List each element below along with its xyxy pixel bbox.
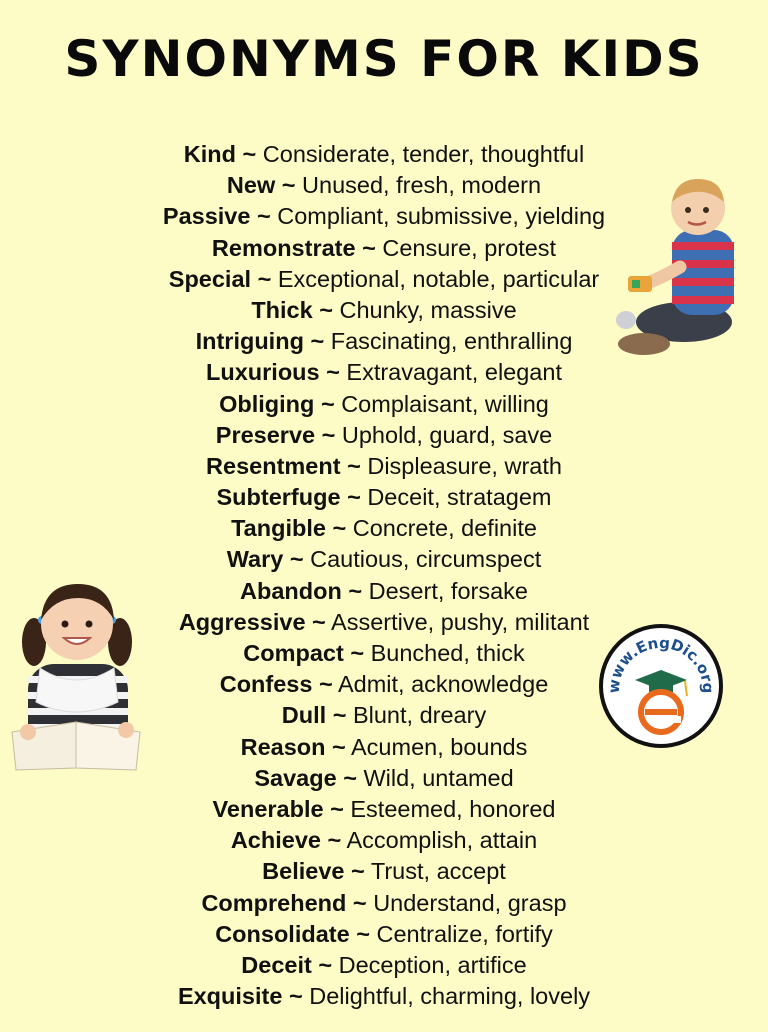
headword: Reason (240, 733, 326, 760)
headword: Passive (162, 203, 251, 230)
headword: Remonstrate (211, 234, 356, 261)
tilde-separator: ~ (242, 141, 257, 167)
synonyms-text: Trust, accept (370, 858, 506, 885)
tilde-separator: ~ (347, 452, 361, 479)
synonyms-text: Delightful, charming, lovely (309, 983, 591, 1010)
headword: Wary (226, 546, 284, 573)
synonym-row (0, 451, 768, 482)
tilde-separator: ~ (348, 577, 363, 604)
headword: Compact (243, 640, 344, 666)
headword: Intriguing (195, 328, 304, 355)
headword: New (226, 172, 276, 199)
synonyms-text: Blunt, dreary (352, 702, 487, 729)
synonym-row (0, 482, 768, 513)
synonym-row (0, 856, 768, 887)
headword: Dull (281, 702, 327, 729)
tilde-separator: ~ (350, 640, 365, 666)
synonyms-text: Acumen, bounds (351, 733, 528, 760)
synonyms-text: Compliant, submissive, yielding (277, 203, 606, 230)
tilde-separator: ~ (257, 265, 272, 292)
synonyms-text: Displeasure, wrath (367, 452, 562, 479)
synonym-row (0, 420, 768, 451)
synonym-row (0, 794, 768, 825)
synonyms-text: Concrete, definite (352, 515, 537, 542)
tilde-separator: ~ (319, 296, 333, 323)
synonyms-text: Exceptional, notable, particular (277, 265, 600, 292)
synonym-row (0, 825, 768, 856)
synonym-row (0, 544, 768, 575)
headword: Preserve (215, 421, 316, 448)
headword: Aggressive (178, 608, 306, 635)
headword: Kind (183, 141, 236, 167)
synonym-row (0, 513, 768, 544)
engdic-logo (599, 624, 723, 748)
synonym-row (0, 888, 768, 919)
synonyms-text: Understand, grasp (373, 889, 567, 916)
tilde-separator: ~ (332, 702, 347, 729)
tilde-separator: ~ (352, 889, 367, 916)
headword: Obliging (219, 390, 315, 417)
headword: Deceit (241, 951, 312, 978)
headword: Confess (219, 671, 313, 698)
headword: Exquisite (177, 983, 283, 1010)
synonyms-text: Censure, protest (382, 234, 557, 261)
headword: Thick (251, 296, 313, 323)
logo-text: www.EngDic.org (604, 633, 718, 694)
tilde-separator: ~ (321, 421, 336, 448)
tilde-separator: ~ (312, 608, 326, 635)
headword: Abandon (240, 577, 342, 604)
tilde-separator: ~ (332, 515, 347, 542)
headword: Consolidate (215, 920, 350, 947)
synonym-row (0, 389, 768, 420)
tilde-separator: ~ (310, 328, 325, 355)
boy-illustration (614, 172, 744, 367)
tilde-separator: ~ (281, 172, 296, 199)
synonym-row (0, 950, 768, 981)
tilde-separator: ~ (343, 764, 357, 791)
headword: Achieve (230, 827, 321, 854)
tilde-separator: ~ (362, 234, 376, 261)
synonyms-text: Centralize, fortify (376, 920, 553, 947)
synonyms-text: Cautious, circumspect (310, 546, 542, 573)
synonyms-text: Deceit, stratagem (367, 484, 552, 511)
tilde-separator: ~ (356, 920, 370, 947)
synonyms-text: Considerate, tender, thoughtful (262, 141, 585, 167)
tilde-separator: ~ (332, 733, 346, 760)
headword: Subterfuge (216, 484, 341, 511)
tilde-separator: ~ (289, 546, 304, 573)
page-title: SYNONYMS FOR KIDS (64, 30, 704, 88)
synonyms-text: Assertive, pushy, militant (331, 608, 590, 635)
tilde-separator: ~ (351, 858, 365, 885)
synonyms-text: Desert, forsake (368, 577, 528, 604)
tilde-separator: ~ (318, 951, 333, 978)
synonyms-text: Uphold, guard, save (341, 421, 553, 448)
synonym-row (0, 139, 768, 170)
headword: Special (168, 265, 252, 292)
synonyms-text: Complaisant, willing (341, 390, 549, 417)
synonyms-text: Bunched, thick (370, 640, 525, 666)
synonyms-text: Wild, untamed (363, 764, 514, 791)
synonyms-text: Deception, artifice (338, 951, 527, 978)
synonyms-text: Accomplish, attain (346, 827, 538, 854)
synonyms-text: Extravagant, elegant (346, 359, 562, 386)
synonyms-text: Admit, acknowledge (337, 671, 549, 698)
headword: Savage (254, 764, 337, 791)
synonyms-text: Fascinating, enthralling (330, 328, 573, 355)
headword: Resentment (206, 452, 341, 479)
headword: Believe (262, 858, 345, 885)
synonyms-text: Unused, fresh, modern (302, 172, 542, 199)
headword: Venerable (212, 795, 324, 822)
synonyms-text: Esteemed, honored (350, 795, 556, 822)
headword: Tangible (231, 515, 326, 542)
headword: Comprehend (201, 889, 347, 916)
headword: Luxurious (206, 359, 320, 386)
tilde-separator: ~ (326, 359, 340, 386)
synonyms-text: Chunky, massive (339, 296, 517, 323)
tilde-separator: ~ (320, 390, 335, 417)
tilde-separator: ~ (256, 203, 271, 230)
synonym-row (0, 919, 768, 950)
tilde-separator: ~ (347, 484, 361, 511)
girl-illustration (6, 572, 148, 772)
tilde-separator: ~ (288, 983, 303, 1010)
synonym-row (0, 981, 768, 1012)
tilde-separator: ~ (330, 795, 344, 822)
tilde-separator: ~ (318, 671, 333, 698)
tilde-separator: ~ (327, 827, 342, 854)
